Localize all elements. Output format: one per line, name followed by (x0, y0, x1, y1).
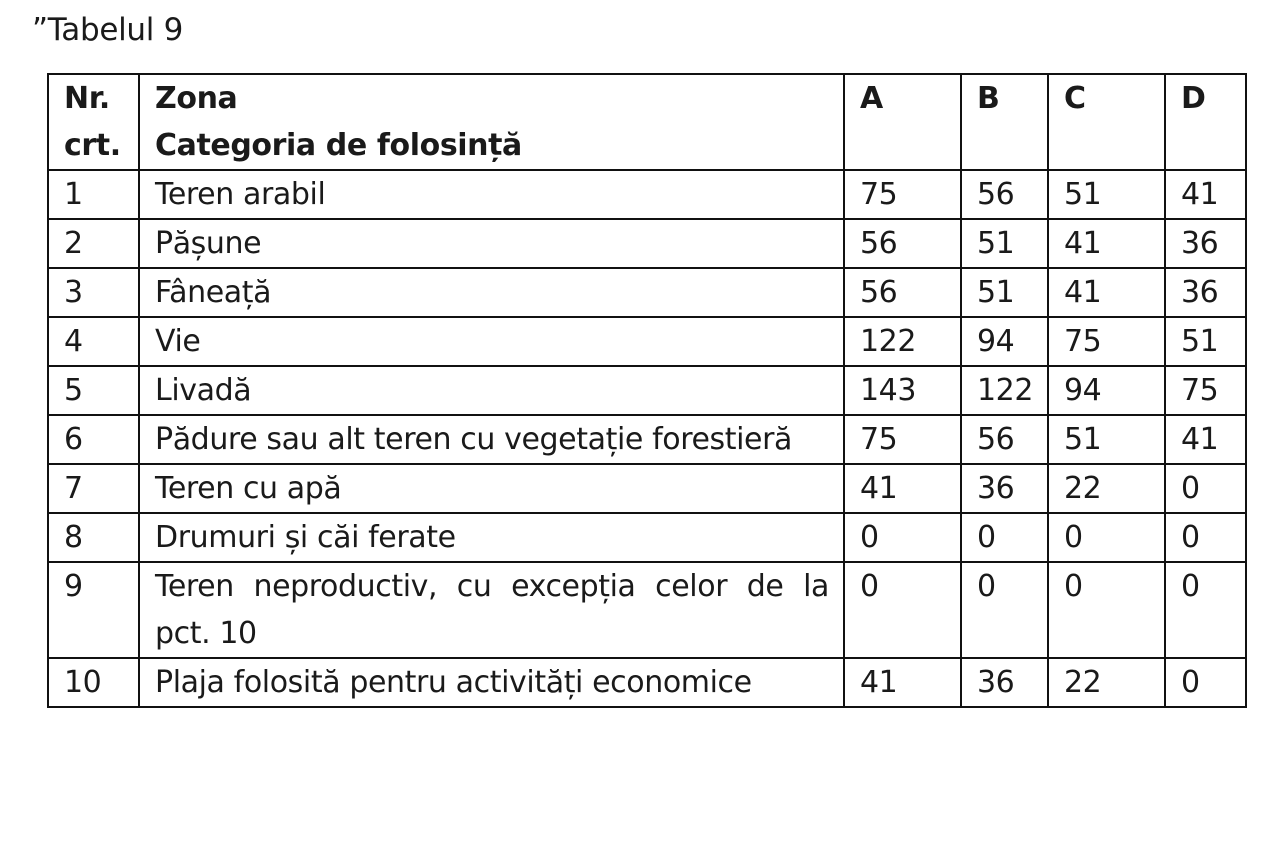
row-value-c: 51 (1048, 415, 1165, 464)
row-value-b: 94 (961, 317, 1048, 366)
row-value-b: 36 (961, 658, 1048, 707)
row-value-c: 51 (1048, 170, 1165, 219)
header-zona-line1: Zona (155, 81, 238, 116)
row-value-c: 75 (1048, 317, 1165, 366)
row-category: Vie (139, 317, 844, 366)
row-nr: 7 (48, 464, 139, 513)
row-value-b: 122 (961, 366, 1048, 415)
row-category: Teren cu apă (139, 464, 844, 513)
row-value-d: 36 (1165, 268, 1246, 317)
row-nr: 3 (48, 268, 139, 317)
row-value-a: 41 (844, 464, 961, 513)
header-nr-line1: Nr. (64, 81, 110, 116)
row-value-c: 41 (1048, 219, 1165, 268)
table-row (48, 219, 1246, 268)
row-category: Teren arabil (139, 170, 844, 219)
row-nr: 10 (48, 658, 139, 707)
row-value-c: 22 (1048, 658, 1165, 707)
row-value-a: 41 (844, 658, 961, 707)
header-nr-line2: crt. (64, 128, 121, 163)
header-col-d: D (1165, 74, 1246, 170)
row-value-a: 0 (844, 562, 961, 658)
table-row (48, 562, 1246, 658)
table-row (48, 464, 1246, 513)
row-value-d: 0 (1165, 464, 1246, 513)
row-value-a: 56 (844, 268, 961, 317)
row-value-a: 122 (844, 317, 961, 366)
table-row (48, 366, 1246, 415)
row-value-c: 22 (1048, 464, 1165, 513)
row-value-c: 94 (1048, 366, 1165, 415)
row-value-b: 0 (961, 562, 1048, 658)
row-value-c: 0 (1048, 562, 1165, 658)
row-category: Pășune (139, 219, 844, 268)
table-caption: ”Tabelul 9 (32, 12, 184, 48)
row-value-b: 51 (961, 219, 1048, 268)
table-row (48, 268, 1246, 317)
header-nr-crt (48, 74, 139, 170)
row-category: Pădure sau alt teren cu vegetație forestieră (139, 415, 844, 464)
row-value-c: 0 (1048, 513, 1165, 562)
row-value-a: 56 (844, 219, 961, 268)
land-use-table (47, 73, 1247, 708)
row-nr: 9 (48, 562, 139, 658)
row-value-d: 41 (1165, 170, 1246, 219)
row-value-b: 51 (961, 268, 1048, 317)
row-value-c: 41 (1048, 268, 1165, 317)
row-nr: 8 (48, 513, 139, 562)
row-value-d: 0 (1165, 658, 1246, 707)
row-nr: 5 (48, 366, 139, 415)
row-value-b: 36 (961, 464, 1048, 513)
row-value-a: 75 (844, 170, 961, 219)
header-zona-line2: Categoria de folosință (155, 128, 522, 163)
row-value-d: 36 (1165, 219, 1246, 268)
header-col-c: C (1048, 74, 1165, 170)
row-value-a: 75 (844, 415, 961, 464)
table-row (48, 658, 1246, 707)
row-nr: 4 (48, 317, 139, 366)
row-value-d: 41 (1165, 415, 1246, 464)
row-value-d: 0 (1165, 562, 1246, 658)
row-nr: 2 (48, 219, 139, 268)
header-col-b: B (961, 74, 1048, 170)
table-row (48, 317, 1246, 366)
header-col-a: A (844, 74, 961, 170)
row-value-d: 51 (1165, 317, 1246, 366)
row-category: Fâneață (139, 268, 844, 317)
row-value-d: 0 (1165, 513, 1246, 562)
row-nr: 6 (48, 415, 139, 464)
row-value-a: 143 (844, 366, 961, 415)
table-row (48, 415, 1246, 464)
row-value-b: 56 (961, 170, 1048, 219)
row-category: Teren neproductiv, cu excepția celor de la pct. 10 (139, 562, 844, 658)
header-row (48, 74, 1246, 170)
row-value-a: 0 (844, 513, 961, 562)
table-row (48, 513, 1246, 562)
row-category: Plaja folosită pentru activități economice (139, 658, 844, 707)
row-value-d: 75 (1165, 366, 1246, 415)
row-value-b: 0 (961, 513, 1048, 562)
row-category: Livadă (139, 366, 844, 415)
row-value-b: 56 (961, 415, 1048, 464)
table-row (48, 170, 1246, 219)
row-nr: 1 (48, 170, 139, 219)
header-zona (139, 74, 844, 170)
row-category: Drumuri și căi ferate (139, 513, 844, 562)
